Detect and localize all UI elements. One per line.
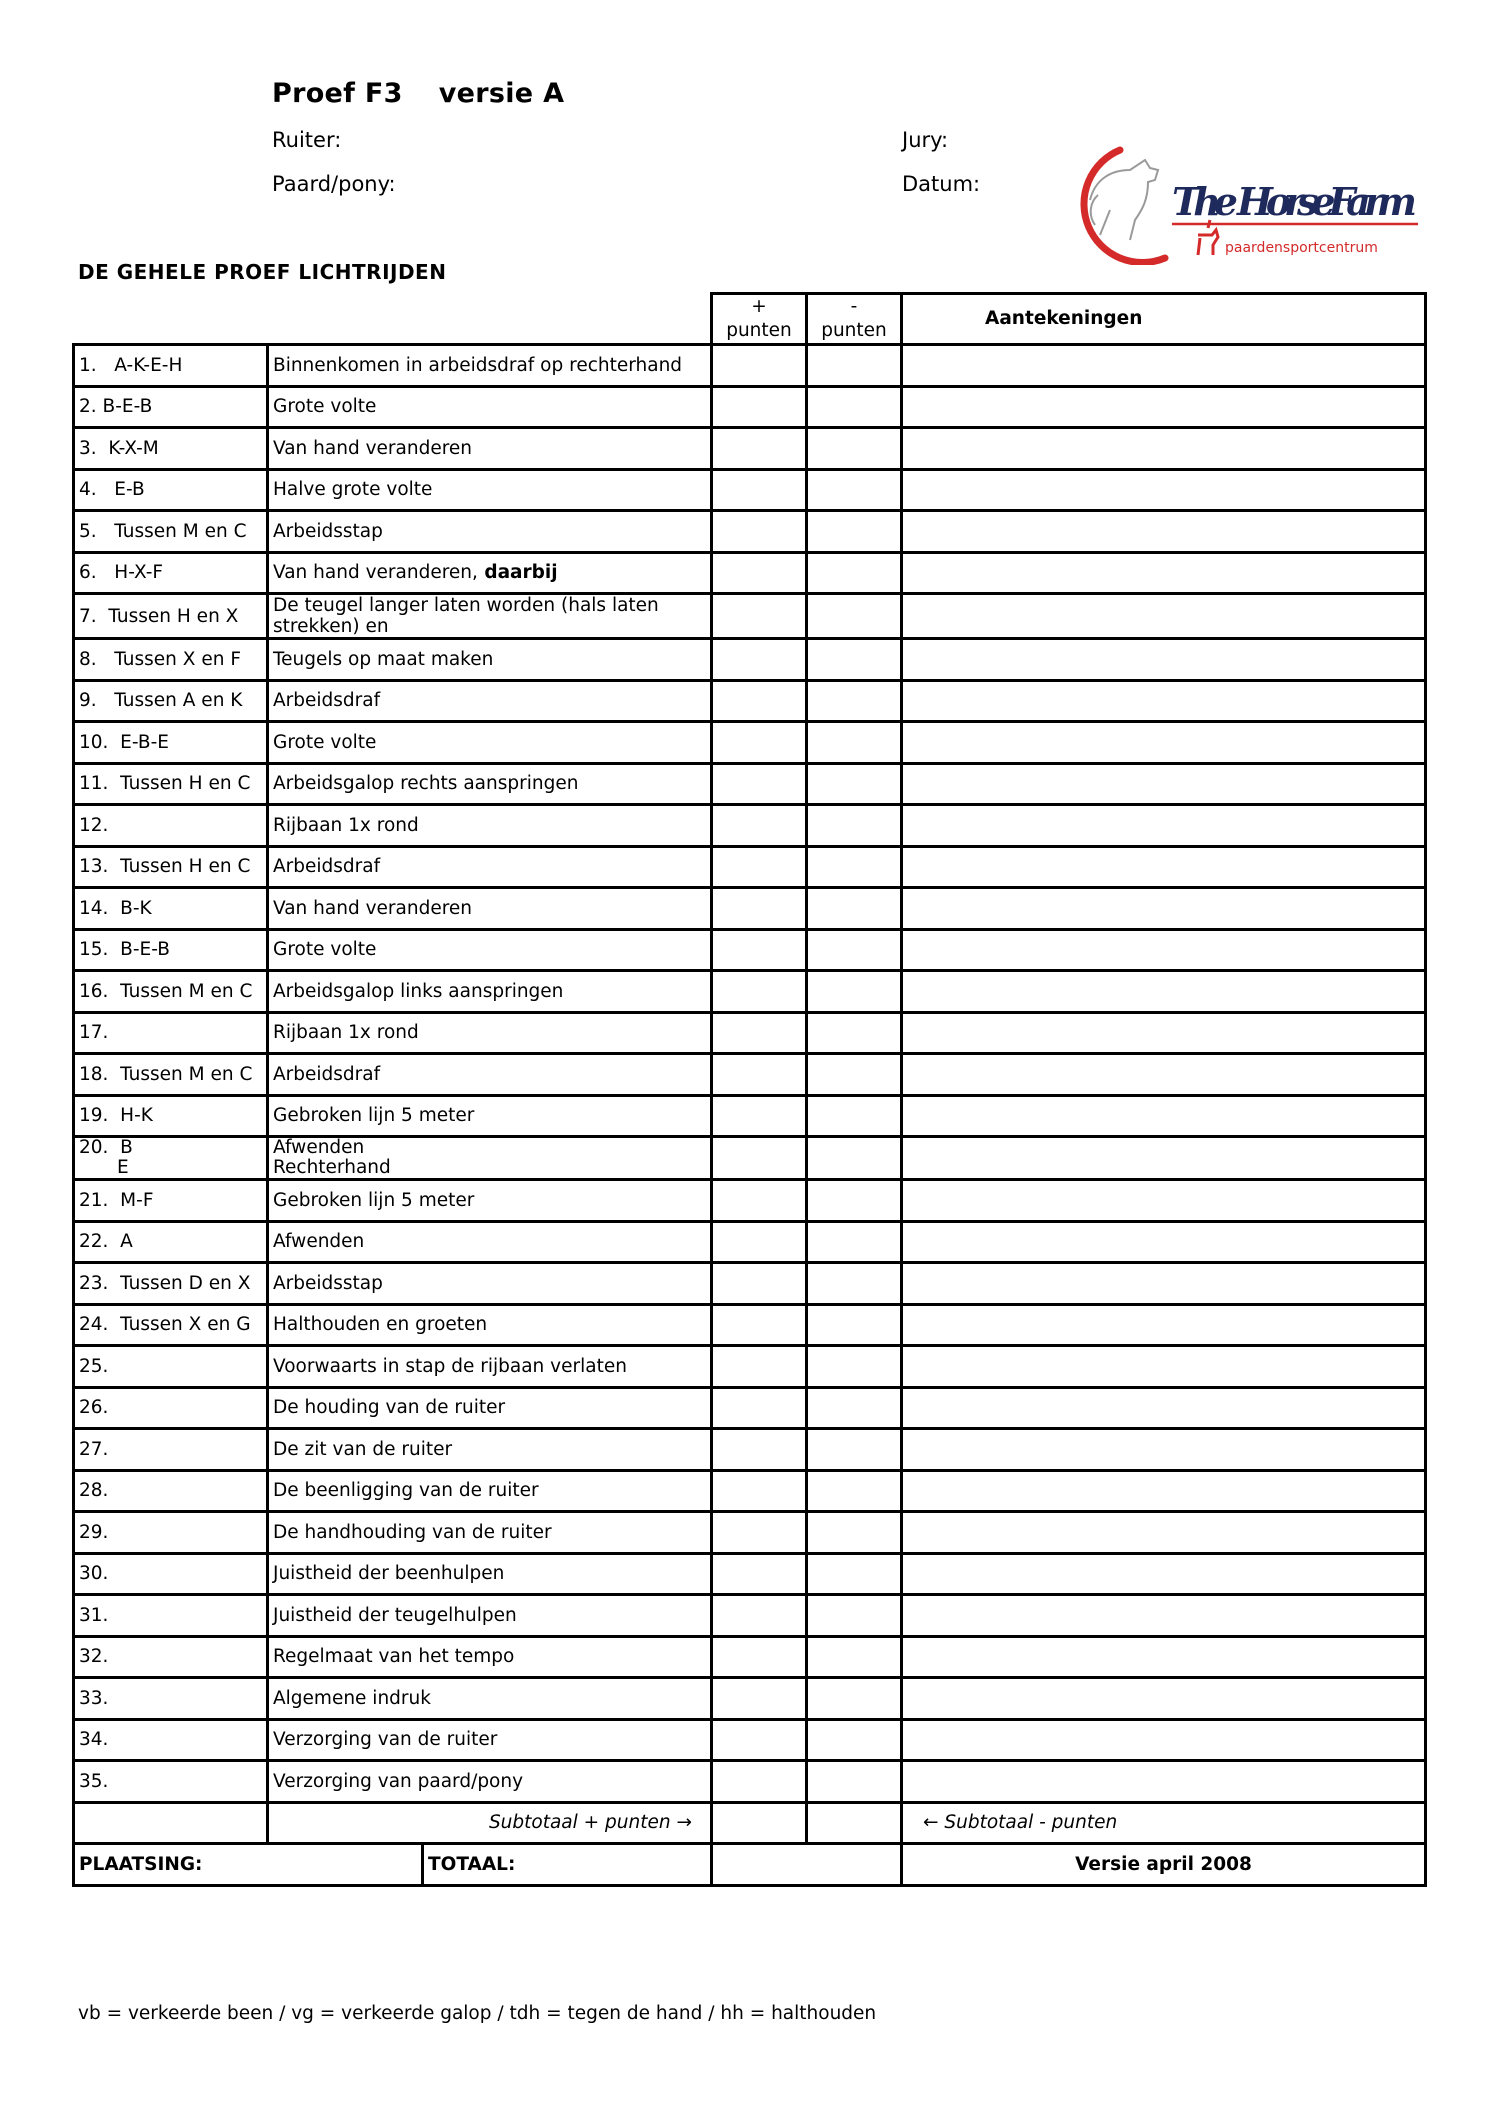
- notes-cell[interactable]: [902, 1095, 1426, 1137]
- notes-cell[interactable]: [902, 552, 1426, 594]
- notes-cell[interactable]: [902, 1512, 1426, 1554]
- table-row: [74, 1553, 1426, 1595]
- subtotal-row: [74, 1802, 1426, 1844]
- exercise-description: Teugels op maat maken: [268, 639, 712, 681]
- plus-points-cell[interactable]: [712, 1054, 807, 1096]
- notes-cell[interactable]: [902, 1429, 1426, 1471]
- notes-cell[interactable]: [902, 1761, 1426, 1803]
- notes-cell[interactable]: [902, 888, 1426, 930]
- plus-points-cell[interactable]: [712, 345, 807, 387]
- exercise-number: 31.: [74, 1595, 268, 1637]
- exercise-description: Halthouden en groeten: [268, 1304, 712, 1346]
- exercise-number: 10. E-B-E: [74, 722, 268, 764]
- placing-label: PLAATSING:: [75, 1845, 424, 1884]
- exercise-number: 11. Tussen H en C: [74, 763, 268, 805]
- minus-points-cell[interactable]: [807, 639, 902, 681]
- exercise-description: Regelmaat van het tempo: [268, 1636, 712, 1678]
- notes-cell[interactable]: [902, 1012, 1426, 1054]
- table-row: [74, 971, 1426, 1013]
- minus-points-cell[interactable]: [807, 511, 902, 553]
- plus-points-cell[interactable]: [712, 1761, 807, 1803]
- notes-cell[interactable]: [902, 1346, 1426, 1388]
- subtotal-minus-cell[interactable]: [807, 1802, 902, 1844]
- minus-points-cell[interactable]: [807, 1346, 902, 1388]
- exercise-description: Arbeidsdraf: [268, 1054, 712, 1096]
- table-row: [74, 386, 1426, 428]
- table-row: [74, 1470, 1426, 1512]
- minus-points-cell[interactable]: [807, 1512, 902, 1554]
- table-row: [74, 1304, 1426, 1346]
- proof-name: Proef F3: [272, 78, 403, 109]
- exercise-description: Arbeidsstap: [268, 1263, 712, 1305]
- exercise-description: Grote volte: [268, 386, 712, 428]
- exercise-description: De zit van de ruiter: [268, 1429, 712, 1471]
- exercise-description: De teugel langer laten worden (hals laten strekken) en: [268, 594, 712, 639]
- exercise-number: 29.: [74, 1512, 268, 1554]
- notes-cell[interactable]: [902, 469, 1426, 511]
- table-row: [74, 1678, 1426, 1720]
- exercise-description: Arbeidsgalop links aanspringen: [268, 971, 712, 1013]
- minus-points-cell[interactable]: [807, 1595, 902, 1637]
- exercise-description: De beenligging van de ruiter: [268, 1470, 712, 1512]
- plus-points-cell[interactable]: [712, 594, 807, 639]
- exercise-description: Van hand veranderen: [268, 888, 712, 930]
- subtotal-minus-label: ← Subtotaal - punten: [902, 1802, 1426, 1844]
- notes-cell[interactable]: [902, 805, 1426, 847]
- notes-cell[interactable]: [902, 1180, 1426, 1222]
- minus-points-cell[interactable]: [807, 386, 902, 428]
- table-row: [74, 1512, 1426, 1554]
- notes-cell[interactable]: [902, 680, 1426, 722]
- minus-points-cell[interactable]: [807, 1221, 902, 1263]
- exercise-number: 25.: [74, 1346, 268, 1388]
- rider-label: Ruiter:: [272, 128, 342, 152]
- table-row: [74, 639, 1426, 681]
- minus-points-cell[interactable]: [807, 1387, 902, 1429]
- minus-points-cell[interactable]: [807, 1137, 902, 1180]
- logo-tagline: paardensportcentrum: [1225, 240, 1378, 256]
- exercise-number: 18. Tussen M en C: [74, 1054, 268, 1096]
- minus-points-cell[interactable]: [807, 1012, 902, 1054]
- version-note: Versie april 2008: [902, 1844, 1426, 1886]
- minus-points-cell[interactable]: [807, 763, 902, 805]
- plus-points-cell[interactable]: [712, 1304, 807, 1346]
- plus-points-cell[interactable]: [712, 511, 807, 553]
- table-row: [74, 1595, 1426, 1637]
- exercise-number: 19. H-K: [74, 1095, 268, 1137]
- plus-points-cell[interactable]: [712, 639, 807, 681]
- exercise-number: 20. B E: [74, 1137, 268, 1180]
- plus-points-cell[interactable]: [712, 1180, 807, 1222]
- exercise-number: 2. B-E-B: [74, 386, 268, 428]
- exercise-number: 1. A-K-E-H: [74, 345, 268, 387]
- minus-points-cell[interactable]: [807, 1719, 902, 1761]
- exercise-number: 27.: [74, 1429, 268, 1471]
- minus-points-cell[interactable]: [807, 722, 902, 764]
- minus-points-cell[interactable]: [807, 1761, 902, 1803]
- notes-cell[interactable]: [902, 971, 1426, 1013]
- plus-points-cell[interactable]: [712, 1095, 807, 1137]
- exercise-number: 15. B-E-B: [74, 929, 268, 971]
- table-row: [74, 763, 1426, 805]
- exercise-description: De handhouding van de ruiter: [268, 1512, 712, 1554]
- subtotal-plus-cell[interactable]: [712, 1802, 807, 1844]
- notes-cell[interactable]: [902, 722, 1426, 764]
- minus-points-cell[interactable]: [807, 1054, 902, 1096]
- minus-points-cell[interactable]: [807, 846, 902, 888]
- plus-points-cell[interactable]: [712, 846, 807, 888]
- plus-points-cell[interactable]: [712, 1137, 807, 1180]
- exercise-number: 7. Tussen H en X: [74, 594, 268, 639]
- col-notes: Aantekeningen: [902, 294, 1426, 345]
- table-row: [74, 469, 1426, 511]
- jury-label: Jury:: [902, 128, 949, 152]
- notes-cell[interactable]: [902, 1553, 1426, 1595]
- plus-points-cell[interactable]: [712, 386, 807, 428]
- exercise-number: 23. Tussen D en X: [74, 1263, 268, 1305]
- plus-points-cell[interactable]: [712, 1595, 807, 1637]
- exercise-number: 28.: [74, 1470, 268, 1512]
- minus-points-cell[interactable]: [807, 1263, 902, 1305]
- table-header-row: [74, 294, 1426, 345]
- notes-cell[interactable]: [902, 763, 1426, 805]
- table-row: [74, 1387, 1426, 1429]
- exercise-number: 4. E-B: [74, 469, 268, 511]
- exercise-number: 30.: [74, 1553, 268, 1595]
- plus-points-cell[interactable]: [712, 1678, 807, 1720]
- plus-points-cell[interactable]: [712, 1429, 807, 1471]
- notes-cell[interactable]: [902, 1595, 1426, 1637]
- table-row: [74, 428, 1426, 470]
- table-row: [74, 680, 1426, 722]
- table-row: [74, 888, 1426, 930]
- exercise-number: 22. A: [74, 1221, 268, 1263]
- proof-title: [272, 78, 564, 109]
- notes-cell[interactable]: [902, 1470, 1426, 1512]
- table-row: [74, 805, 1426, 847]
- notes-cell[interactable]: [902, 639, 1426, 681]
- exercise-description: Arbeidsgalop rechts aanspringen: [268, 763, 712, 805]
- exercise-number: 26.: [74, 1387, 268, 1429]
- plus-points-cell[interactable]: [712, 763, 807, 805]
- minus-points-cell[interactable]: [807, 1636, 902, 1678]
- plus-points-cell[interactable]: [712, 552, 807, 594]
- exercise-description: Gebroken lijn 5 meter: [268, 1180, 712, 1222]
- plus-points-cell[interactable]: [712, 971, 807, 1013]
- exercise-description: Grote volte: [268, 929, 712, 971]
- table-row: [74, 345, 1426, 387]
- total-label: TOTAAL:: [428, 1853, 516, 1875]
- minus-points-cell[interactable]: [807, 1678, 902, 1720]
- plus-points-cell[interactable]: [712, 1470, 807, 1512]
- subtotal-blank: [74, 1802, 268, 1844]
- minus-points-cell[interactable]: [807, 680, 902, 722]
- minus-points-cell[interactable]: [807, 594, 902, 639]
- exercise-description: Afwenden Rechterhand: [268, 1137, 712, 1180]
- minus-points-cell[interactable]: [807, 1304, 902, 1346]
- horse-label: Paard/pony:: [272, 172, 396, 196]
- exercise-description: Voorwaarts in stap de rijbaan verlaten: [268, 1346, 712, 1388]
- exercise-number: 9. Tussen A en K: [74, 680, 268, 722]
- minus-points-cell[interactable]: [807, 1429, 902, 1471]
- notes-cell[interactable]: [902, 1387, 1426, 1429]
- table-row: [74, 846, 1426, 888]
- exercise-number: 32.: [74, 1636, 268, 1678]
- exercise-number: 8. Tussen X en F: [74, 639, 268, 681]
- notes-cell[interactable]: [902, 1304, 1426, 1346]
- exercise-description: Verzorging van de ruiter: [268, 1719, 712, 1761]
- plus-points-cell[interactable]: [712, 469, 807, 511]
- table-row: [74, 552, 1426, 594]
- plus-points-cell[interactable]: [712, 722, 807, 764]
- proof-version: versie A: [438, 78, 565, 109]
- minus-points-cell[interactable]: [807, 805, 902, 847]
- exercise-number: 21. M-F: [74, 1180, 268, 1222]
- total-value-cell[interactable]: [712, 1844, 902, 1886]
- notes-cell[interactable]: [902, 345, 1426, 387]
- minus-points-cell[interactable]: [807, 888, 902, 930]
- plus-points-cell[interactable]: [712, 1346, 807, 1388]
- plus-points-cell[interactable]: [712, 1636, 807, 1678]
- exercise-number: 3. K-X-M: [74, 428, 268, 470]
- exercise-description: Arbeidsdraf: [268, 680, 712, 722]
- placing-total-cell: [74, 1844, 712, 1886]
- plus-points-cell[interactable]: [712, 1387, 807, 1429]
- table-row: [74, 1221, 1426, 1263]
- minus-points-cell[interactable]: [807, 971, 902, 1013]
- table-row: [74, 929, 1426, 971]
- header-blank: [74, 294, 712, 345]
- section-title: DE GEHELE PROEF LICHTRIJDEN: [78, 260, 447, 284]
- minus-points-cell[interactable]: [807, 1095, 902, 1137]
- notes-cell[interactable]: [902, 594, 1426, 639]
- plus-points-cell[interactable]: [712, 428, 807, 470]
- subtotal-plus-label: Subtotaal + punten →: [268, 1802, 712, 1844]
- notes-cell[interactable]: [902, 511, 1426, 553]
- table-row: [74, 1263, 1426, 1305]
- notes-cell[interactable]: [902, 846, 1426, 888]
- table-row: [74, 1137, 1426, 1180]
- table-row: [74, 1761, 1426, 1803]
- plus-points-cell[interactable]: [712, 1012, 807, 1054]
- notes-cell[interactable]: [902, 1678, 1426, 1720]
- table-row: [74, 1012, 1426, 1054]
- exercise-description: Rijbaan 1x rond: [268, 1012, 712, 1054]
- notes-cell[interactable]: [902, 1221, 1426, 1263]
- plus-points-cell[interactable]: [712, 1719, 807, 1761]
- table-row: [74, 1054, 1426, 1096]
- col-minus-points: - punten: [807, 294, 902, 345]
- minus-points-cell[interactable]: [807, 1470, 902, 1512]
- exercise-number: 6. H-X-F: [74, 552, 268, 594]
- minus-points-cell[interactable]: [807, 929, 902, 971]
- notes-cell[interactable]: [902, 428, 1426, 470]
- exercise-number: 35.: [74, 1761, 268, 1803]
- notes-cell[interactable]: [902, 1719, 1426, 1761]
- notes-cell[interactable]: [902, 386, 1426, 428]
- exercise-description: Juistheid der teugelhulpen: [268, 1595, 712, 1637]
- total-row: [74, 1844, 1426, 1886]
- score-table: [72, 292, 1427, 1887]
- exercise-description: Juistheid der beenhulpen: [268, 1553, 712, 1595]
- exercise-description: Verzorging van paard/pony: [268, 1761, 712, 1803]
- plus-points-cell[interactable]: [712, 680, 807, 722]
- table-row: [74, 1636, 1426, 1678]
- exercise-description: De houding van de ruiter: [268, 1387, 712, 1429]
- plus-points-cell[interactable]: [712, 1512, 807, 1554]
- abbreviation-legend: vb = verkeerde been / vg = verkeerde galop / tdh = tegen de hand / hh = halthouden: [78, 2003, 877, 2024]
- plus-points-cell[interactable]: [712, 929, 807, 971]
- minus-points-cell[interactable]: [807, 1180, 902, 1222]
- table-row: [74, 1429, 1426, 1471]
- exercise-number: 13. Tussen H en C: [74, 846, 268, 888]
- notes-cell[interactable]: [902, 1636, 1426, 1678]
- exercise-number: 33.: [74, 1678, 268, 1720]
- date-label: Datum:: [902, 172, 981, 196]
- notes-cell[interactable]: [902, 1137, 1426, 1180]
- exercise-description: Grote volte: [268, 722, 712, 764]
- minus-points-cell[interactable]: [807, 1553, 902, 1595]
- table-row: [74, 722, 1426, 764]
- exercise-description: Rijbaan 1x rond: [268, 805, 712, 847]
- table-row: [74, 1719, 1426, 1761]
- exercise-number: 34.: [74, 1719, 268, 1761]
- notes-cell[interactable]: [902, 929, 1426, 971]
- exercise-description: Arbeidsdraf: [268, 846, 712, 888]
- exercise-number: 5. Tussen M en C: [74, 511, 268, 553]
- table-row: [74, 1180, 1426, 1222]
- minus-points-cell[interactable]: [807, 469, 902, 511]
- exercise-description: Arbeidsstap: [268, 511, 712, 553]
- svg-text:The HorseFarm: The HorseFarm: [1172, 179, 1417, 224]
- minus-points-cell[interactable]: [807, 428, 902, 470]
- plus-points-cell[interactable]: [712, 1553, 807, 1595]
- notes-cell[interactable]: [902, 1054, 1426, 1096]
- plus-points-cell[interactable]: [712, 1263, 807, 1305]
- exercise-number: 16. Tussen M en C: [74, 971, 268, 1013]
- notes-cell[interactable]: [902, 1263, 1426, 1305]
- minus-points-cell[interactable]: [807, 345, 902, 387]
- table-row: [74, 594, 1426, 639]
- exercise-description: Algemene indruk: [268, 1678, 712, 1720]
- plus-points-cell[interactable]: [712, 805, 807, 847]
- plus-points-cell[interactable]: [712, 888, 807, 930]
- exercise-description: Afwenden: [268, 1221, 712, 1263]
- exercise-number: 12.: [74, 805, 268, 847]
- table-row: [74, 1095, 1426, 1137]
- exercise-description: Van hand veranderen: [268, 428, 712, 470]
- horsefarm-logo: [1050, 140, 1425, 265]
- exercise-description: Binnenkomen in arbeidsdraf op rechterhand: [268, 345, 712, 387]
- exercise-number: 14. B-K: [74, 888, 268, 930]
- exercise-description: Van hand veranderen, daarbij: [268, 552, 712, 594]
- exercise-description: Halve grote volte: [268, 469, 712, 511]
- exercise-number: 17.: [74, 1012, 268, 1054]
- exercise-number: 24. Tussen X en G: [74, 1304, 268, 1346]
- plus-points-cell[interactable]: [712, 1221, 807, 1263]
- table-row: [74, 1346, 1426, 1388]
- exercise-description: Gebroken lijn 5 meter: [268, 1095, 712, 1137]
- minus-points-cell[interactable]: [807, 552, 902, 594]
- col-plus-points: + punten: [712, 294, 807, 345]
- table-row: [74, 511, 1426, 553]
